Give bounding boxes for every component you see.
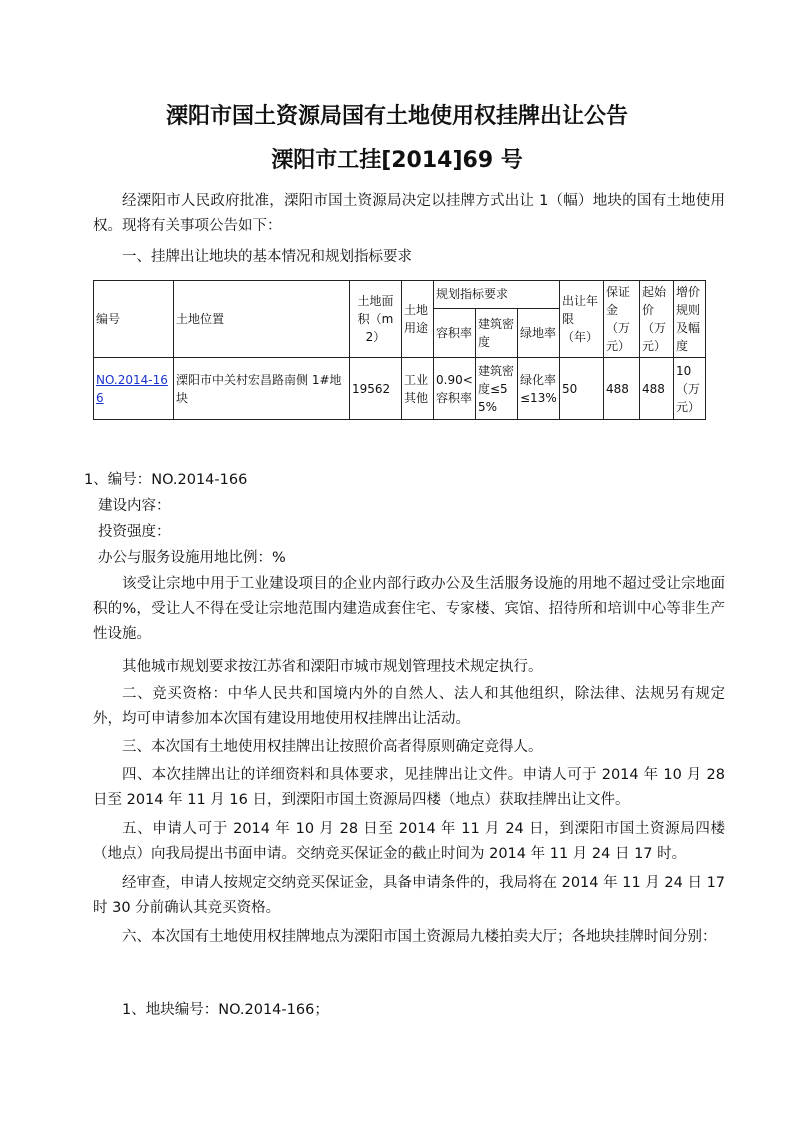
section-2: 二、竞买资格：中华人民共和国境内外的自然人、法人和其他组织，除法律、法规另有规定外，均可申请参加本次国有建设用地使用权挂牌出让活动。 bbox=[93, 686, 725, 727]
table-row bbox=[94, 358, 706, 420]
cell-location: 溧阳市中关村宏昌路南侧 1#地块 bbox=[174, 358, 350, 420]
cell-increment: 10（万元） bbox=[674, 358, 706, 420]
land-table bbox=[93, 280, 706, 420]
header-plan: 规划指标要求 bbox=[434, 281, 560, 309]
header-increment: 增价规则及幅度 bbox=[674, 281, 706, 358]
page-title: 溧阳市国土资源局国有土地使用权挂牌出让公告 bbox=[165, 104, 628, 129]
header-far: 容积率 bbox=[434, 308, 476, 357]
header-use: 土地用途 bbox=[402, 281, 434, 358]
item-1: 1、编号：NO.2014-166 bbox=[84, 472, 248, 488]
section-5: 五、申请人可于 2014 年 10 月 28 日至 2014 年 11 月 24 日，到溧阳市国土资源局四楼（地点）向我局提出书面申请。交纳竞买保证金的截止时间为 2014 年 11 月 24 日 17 时。 bbox=[93, 821, 725, 862]
cell-far: 0.90<容积率 bbox=[434, 358, 476, 420]
cell-green: 绿化率≤13% bbox=[518, 358, 560, 420]
header-green: 绿地率 bbox=[518, 308, 560, 357]
review-paragraph: 经审查，申请人按规定交纳竞买保证金，具备申请条件的，我局将在 2014 年 11 月 24 日 17 时 30 分前确认其竞买资格。 bbox=[93, 875, 726, 916]
cell-id[interactable] bbox=[94, 358, 174, 420]
cell-area: 19562 bbox=[350, 358, 402, 420]
intensity-label: 投资强度： bbox=[98, 524, 171, 540]
section-4: 四、本次挂牌出让的详细资料和具体要求，见挂牌出让文件。申请人可于 2014 年 10 月 28 日至 2014 年 11 月 16 日，到溧阳市国土资源局四楼（地点）获取挂牌出让文件。 bbox=[93, 767, 725, 808]
cell-density: 建筑密度≤55% bbox=[476, 358, 518, 420]
header-term: 出让年限（年） bbox=[560, 281, 604, 358]
section-6: 六、本次国有土地使用权挂牌地点为溧阳市国土资源局九楼拍卖大厅；各地块挂牌时间分别： bbox=[122, 929, 717, 945]
cell-use: 工业其他 bbox=[402, 358, 434, 420]
document-number: 溧阳市工挂[2014]69 号 bbox=[271, 148, 523, 173]
section-3: 三、本次国有土地使用权挂牌出让按照价高者得原则确定竞得人。 bbox=[122, 739, 543, 755]
intro-paragraph: 经溧阳市人民政府批准，溧阳市国土资源局决定以挂牌方式出让 1（幅）地块的国有土地使用权。现将有关事项公告如下： bbox=[93, 193, 725, 234]
construction-label: 建设内容： bbox=[98, 498, 171, 514]
other-planning: 其他城市规划要求按江苏省和溧阳市城市规划管理技术规定执行。 bbox=[122, 659, 543, 675]
header-area: 土地面积（m2） bbox=[350, 281, 402, 358]
table-header-row bbox=[94, 281, 706, 309]
office-ratio-label: 办公与服务设施用地比例：% bbox=[98, 550, 286, 566]
cell-deposit: 488 bbox=[604, 358, 640, 420]
header-density: 建筑密度 bbox=[476, 308, 518, 357]
header-deposit: 保证金（万元） bbox=[604, 281, 640, 358]
header-location: 土地位置 bbox=[174, 281, 350, 358]
plot-1: 1、地块编号：NO.2014-166； bbox=[122, 1002, 329, 1018]
plot-id-link[interactable]: NO.2014-166 bbox=[96, 372, 168, 405]
cell-term: 50 bbox=[560, 358, 604, 420]
cell-start-price: 488 bbox=[640, 358, 674, 420]
header-start-price: 起始价（万元） bbox=[640, 281, 674, 358]
section-1-heading: 一、挂牌出让地块的基本情况和规划指标要求 bbox=[122, 249, 412, 265]
office-text: 该受让宗地中用于工业建设项目的企业内部行政办公及生活服务设施的用地不超过受让宗地面积的%，受让人不得在受让宗地范围内建造成套住宅、专家楼、宾馆、招待所和培训中心等非生产性设施。 bbox=[93, 576, 725, 642]
header-id: 编号 bbox=[94, 281, 174, 358]
